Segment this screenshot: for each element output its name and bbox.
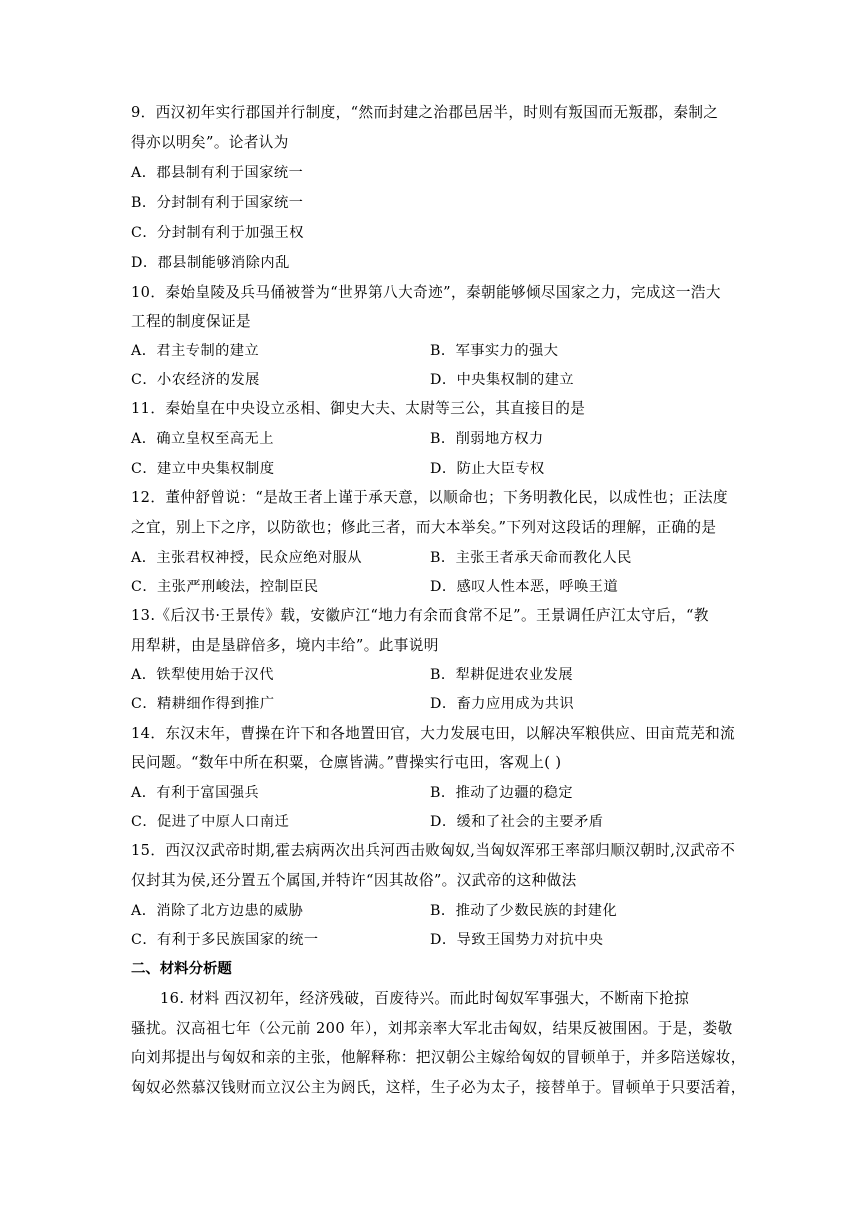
question-16-material-line-3: 向刘邦提出与匈奴和亲的主张，他解释称：把汉朝公主嫁给匈奴的冒顿单于，并多陪送嫁妆，	[131, 1049, 746, 1066]
question-11-option-d: D．防止大臣专权	[430, 461, 545, 477]
question-10-stem: 10．秦始皇陵及兵马俑被誉为“世界第八大奇迹”，秦朝能够倾尽国家之力，完成这一浩大	[131, 284, 721, 301]
question-15-option-c: C．有利于多民族国家的统一	[131, 932, 319, 948]
question-9-option-b: B．分封制有利于国家统一	[131, 195, 304, 211]
question-10-option-b: B．军事实力的强大	[430, 343, 559, 359]
question-14-option-c: C．促进了中原人口南迁	[131, 814, 290, 830]
question-11-stem: 11．秦始皇在中央设立丞相、御史大夫、太尉等三公，其直接目的是	[131, 400, 586, 417]
question-15-option-a: A．消除了北方边患的威胁	[131, 903, 304, 919]
question-15-stem-cont: 仅封其为侯,还分置五个属国,并特许“因其故俗”。汉武帝的这种做法	[131, 872, 577, 889]
question-12-stem-cont: 之宜，别上下之序，以防欲也；修此三者，而大本举矣。”下列对这段话的理解，正确的是	[131, 519, 717, 536]
question-10-option-d: D．中央集权制的建立	[430, 372, 575, 388]
question-16-material-line-4: 匈奴必然慕汉钱财而立汉公主为阏氏，这样，生子必为太子，接替单于。冒顿单于只要活着，	[131, 1079, 746, 1096]
section-heading-material-analysis: 二、材料分析题	[131, 961, 232, 977]
question-13-option-a: A．铁犁使用始于汉代	[131, 667, 274, 683]
question-14-option-d: D．缓和了社会的主要矛盾	[430, 814, 604, 830]
question-14-stem: 14．东汉末年，曹操在许下和各地置田官，大力发展屯田，以解决军粮供应、田亩荒芜和流	[131, 725, 736, 742]
question-13-option-d: D．畜力应用成为共识	[430, 696, 575, 712]
question-11-option-b: B．削弱地方权力	[430, 431, 544, 447]
question-12-option-c: C．主张严刑峻法，控制臣民	[131, 579, 319, 595]
question-9-stem-cont: 得亦以明矣”。论者认为	[131, 134, 289, 151]
question-11-option-c: C．建立中央集权制度	[131, 461, 275, 477]
question-12-option-a: A．主张君权神授，民众应绝对服从	[131, 550, 363, 566]
question-13-stem: 13.《后汉书·王景传》载，安徽庐江“地力有余而食常不足”。王景调任庐江太守后，“教	[131, 607, 709, 624]
question-14-option-b: B．推动了边疆的稳定	[430, 785, 574, 801]
question-10-stem-cont: 工程的制度保证是	[131, 313, 251, 330]
question-9-option-c: C．分封制有利于加强王权	[131, 225, 304, 241]
question-10-option-c: C．小农经济的发展	[131, 372, 260, 388]
question-13-option-c: C．精耕细作得到推广	[131, 696, 275, 712]
question-15-option-b: B．推动了少数民族的封建化	[430, 903, 618, 919]
question-13-stem-cont: 用犁耕，由是垦辟倍多，境内丰给”。此事说明	[131, 637, 439, 654]
question-10-option-a: A．君主专制的建立	[131, 343, 260, 359]
question-15-option-d: D．导致王国势力对抗中央	[430, 932, 604, 948]
question-14-option-a: A．有利于富国强兵	[131, 785, 260, 801]
question-16-material-line-2: 骚扰。汉高祖七年（公元前 200 年），刘邦亲率大军北击匈奴，结果反被围困。于是，娄敬	[131, 1020, 733, 1037]
question-12-option-d: D．感叹人性本恶，呼唤王道	[430, 579, 619, 595]
question-14-stem-cont: 民问题。“数年中所在积粟，仓廪皆满。”曹操实行屯田，客观上( )	[131, 754, 562, 771]
question-9-option-a: A．郡县制有利于国家统一	[131, 165, 304, 181]
question-12-option-b: B．主张王者承天命而教化人民	[430, 550, 632, 566]
question-16-material-line-1: 16. 材料 西汉初年，经济残破，百废待兴。而此时匈奴军事强大，不断南下抢掠	[160, 990, 690, 1007]
question-13-option-b: B．犁耕促进农业发展	[430, 667, 574, 683]
question-9-stem: 9．西汉初年实行郡国并行制度，“然而封建之治郡邑居半，时则有叛国而无叛郡，秦制之	[131, 104, 719, 121]
question-9-option-d: D．郡县制能够消除内乱	[131, 255, 290, 271]
question-12-stem: 12．董仲舒曾说：“是故王者上谨于承天意，以顺命也；下务明教化民，以成性也；正法度	[131, 489, 728, 506]
question-15-stem: 15．西汉汉武帝时期,霍去病两次出兵河西击败匈奴,当匈奴浑邪王率部归顺汉朝时,汉武帝不	[131, 842, 736, 859]
question-11-option-a: A．确立皇权至高无上	[131, 431, 274, 447]
